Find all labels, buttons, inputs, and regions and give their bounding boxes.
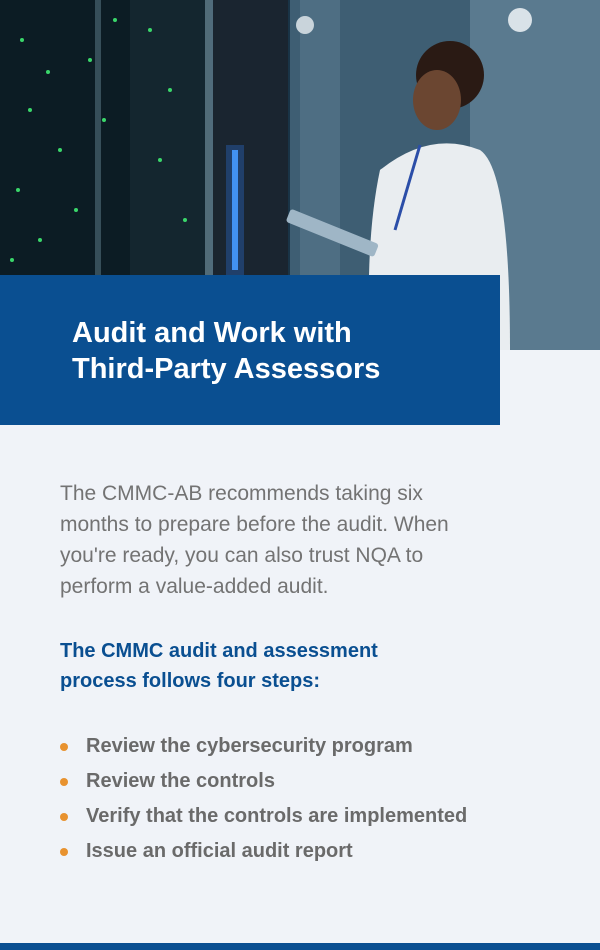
step-label: Review the cybersecurity program (86, 735, 413, 757)
bullet-icon (60, 778, 68, 786)
step-label: Issue an official audit report (86, 840, 353, 862)
intro-line: months to prepare before the audit. When (60, 513, 449, 536)
step-label: Verify that the controls are implemented (86, 805, 468, 827)
bullet-icon (60, 848, 68, 856)
list-item (60, 730, 560, 765)
list-item (60, 765, 560, 800)
steps-list (60, 730, 560, 870)
bottom-accent-bar (0, 943, 600, 950)
list-item (60, 800, 560, 835)
steps-heading (60, 636, 540, 696)
intro-line: perform a value-added audit. (60, 575, 329, 598)
intro-line: The CMMC-AB recommends taking six (60, 482, 423, 505)
step-label: Review the controls (86, 770, 275, 792)
page-title-line: Audit and Work with (72, 317, 352, 349)
intro-paragraph (60, 478, 540, 602)
steps-heading-line: The CMMC audit and assessment (60, 640, 378, 662)
page-title (72, 315, 472, 387)
bullet-icon (60, 813, 68, 821)
intro-line: you're ready, you can also trust NQA to (60, 544, 424, 567)
steps-heading-line: process follows four steps: (60, 670, 321, 692)
page-title-line: Third-Party Assessors (72, 353, 381, 385)
list-item (60, 835, 560, 870)
bullet-icon (60, 743, 68, 751)
